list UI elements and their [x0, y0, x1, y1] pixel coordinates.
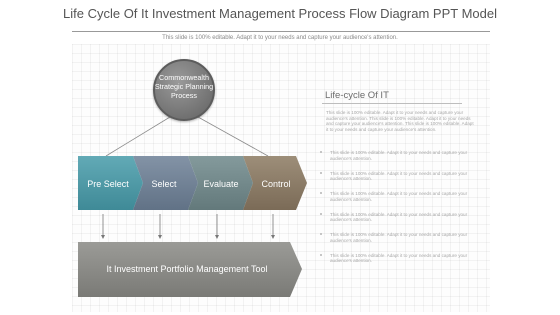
bullet-text: This slide is 100% editable. Adapt it to your needs and capture your audience's attention. — [330, 150, 468, 161]
hub-label: Commonwealth Strategic Planning Process — [154, 73, 214, 100]
bullet-item — [318, 171, 478, 192]
connector-line-left — [106, 117, 170, 156]
bullet-dot-icon — [320, 192, 322, 194]
slide-title: Life Cycle Of It Investment Management Process Flow Diagram PPT Model — [63, 6, 497, 21]
bullet-text: This slide is 100% editable. Adapt it to your needs and capture your audience's attention. — [330, 191, 468, 202]
bullet-text: This slide is 100% editable. Adapt it to your needs and capture your audience's attention. — [330, 232, 468, 243]
step-label-select: Select — [151, 179, 177, 189]
panel-divider — [322, 103, 462, 104]
step-label-pre-select: Pre Select — [87, 179, 129, 189]
step-label-evaluate: Evaluate — [203, 179, 239, 189]
bullet-dot-icon — [320, 213, 322, 215]
bullet-dot-icon — [320, 233, 322, 235]
bullet-dot-icon — [320, 172, 322, 174]
connector-line-right — [198, 117, 268, 156]
bullet-dot-icon — [320, 151, 322, 153]
panel-heading: Life-cycle Of IT — [325, 90, 389, 101]
slide-subtitle: This slide is 100% editable. Adapt it to your needs and capture your audience's attention. — [162, 35, 398, 41]
panel-paragraph: This slide is 100% editable. Adapt it to your needs and capture your audience's attention. This slide is 100% editable. Adapt it to your needs and capture your audience's attention. This slide is 100% editable. Adapt it to your needs and capture your audience's attention. — [326, 110, 474, 132]
bullet-text: This slide is 100% editable. Adapt it to your needs and capture your audience's attention. — [330, 252, 468, 263]
bullet-item — [318, 253, 478, 274]
step-label-control: Control — [261, 179, 291, 189]
tool-label: It Investment Portfolio Management Tool — [106, 264, 268, 274]
bullet-item — [318, 232, 478, 253]
bullet-item — [318, 191, 478, 212]
bullet-text: This slide is 100% editable. Adapt it to your needs and capture your audience's attention. — [330, 170, 468, 181]
bullet-list — [318, 150, 478, 273]
bullet-dot-icon — [320, 254, 322, 256]
bullet-item — [318, 212, 478, 233]
bullet-item — [318, 150, 478, 171]
bullet-text: This slide is 100% editable. Adapt it to your needs and capture your audience's attention. — [330, 211, 468, 222]
